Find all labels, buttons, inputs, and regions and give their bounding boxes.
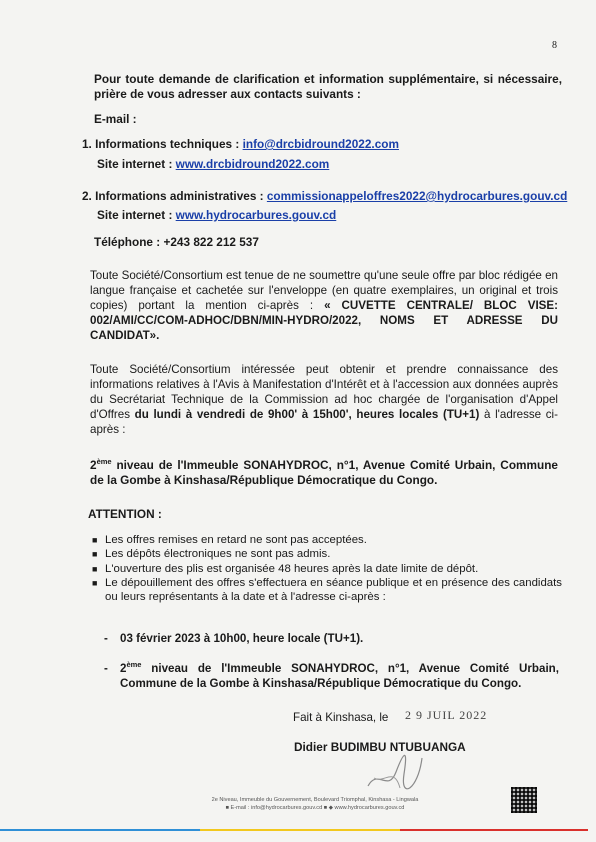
admin-site-line xyxy=(97,208,336,223)
qr-code xyxy=(511,787,537,813)
admin-info-line xyxy=(82,189,567,204)
information-text: Toute Société/Consortium intéressée peut obtenir et prendre connaissance des informations relatives à l'Avis à Manifestation d'Intérêt et à l'accession aux données auprès du Secrétariat Technique de la Commission ad hoc chargée de l'organisation d'Appel d'Offres xyxy=(90,363,558,421)
intro-paragraph: Pour toute demande de clarification et information supplémentaire, si nécessaire, prière de vous adresser aux contacts suivants : xyxy=(94,72,562,101)
list-item: ■ Le dépouillement des offres s'effectuera en séance publique et en présence des candidats ou leurs représentants à la date et à l'adresse ci-après : xyxy=(92,576,562,604)
information-hours: du lundi à vendredi de 9h00' à 15h00', heures locales (TU+1) xyxy=(134,408,480,421)
address-superscript: ème xyxy=(96,457,112,466)
address-text: niveau de l'Immeuble SONAHYDROC, n°1, Avenue Comité Urbain, Commune de la Gombe à Kinshasa/République Démocratique du Congo. xyxy=(90,458,558,487)
submission-text: Toute Société/Consortium est tenue de ne soumettre qu'une seule offre par bloc rédigée en langue française et cachetée sur l'enveloppe (en quatre exemplaires, un original et trois copies) portant la mention ci-après : xyxy=(90,269,558,312)
address-number: 2 xyxy=(90,458,97,472)
footer-address: 2e Niveau, Immeuble du Gouvernement, Boulevard Triomphal, Kinshasa - Lingwala xyxy=(211,797,419,803)
email-label: E-mail : xyxy=(94,112,137,126)
admin-email-link[interactable]: commissionappeloffres2022@hydrocarbures.gouv.cd xyxy=(266,189,568,203)
dash-icon: - xyxy=(104,632,108,645)
list-item: ■ L'ouverture des plis est organisée 48 heures après la date limite de dépôt. xyxy=(92,562,479,575)
bullet-icon: ■ xyxy=(92,577,98,588)
footer-stripe-yellow xyxy=(200,829,400,831)
page-number: 8 xyxy=(552,40,557,51)
submission-paragraph xyxy=(90,268,558,343)
dash-item-date: - 03 février 2023 à 10h00, heure locale (TU+1). xyxy=(104,632,364,645)
date-stamp: 2 9 JUIL 2022 xyxy=(405,708,488,722)
list-item: ■ Les dépôts électroniques ne sont pas admis. xyxy=(92,548,331,561)
signature xyxy=(360,738,430,798)
bullet-icon: ■ xyxy=(92,549,98,560)
submission-mention: « CUVETTE CENTRALE/ BLOC VISE: 002/AMI/CC/COM-ADHOC/DBN/MIN-HYDRO/2022, NOMS ET ADRESSE DU CANDIDAT». xyxy=(90,299,558,342)
attention-heading: ATTENTION : xyxy=(88,507,162,521)
dash-icon: - xyxy=(104,662,108,675)
attention-list xyxy=(92,533,562,604)
footer-stripe-blue xyxy=(0,829,200,831)
address-paragraph xyxy=(90,458,558,488)
admin-site-link[interactable]: www.hydrocarbures.gouv.cd xyxy=(175,208,337,222)
signatory-name: Didier BUDIMBU NTUBUANGA xyxy=(294,740,466,754)
bullet-icon: ■ xyxy=(92,535,98,545)
footer-stripe-red xyxy=(400,829,588,831)
technical-info-label: 1. Informations techniques : xyxy=(82,137,243,151)
admin-info-label: 2. Informations administratives : xyxy=(82,189,267,203)
technical-site-line xyxy=(97,157,329,172)
place-date-label: Fait à Kinshasa, le xyxy=(293,711,389,724)
site-label: Site internet : xyxy=(97,208,176,222)
site-label: Site internet : xyxy=(97,157,176,171)
list-item: ■ Les offres remises en retard ne sont pas acceptées. xyxy=(92,534,367,546)
information-end: à l'adresse ci-après : xyxy=(90,408,558,436)
telephone: Téléphone : +243 822 212 537 xyxy=(94,235,259,249)
bullet-icon: ■ xyxy=(92,563,98,574)
technical-info-line xyxy=(82,137,399,152)
footer-contacts: ■ E-mail : info@hydrocarbures.gouv.cd ■ ◆ www.hydrocarbures.gouv.cd xyxy=(225,805,405,811)
technical-site-link[interactable]: www.drcbidround2022.com xyxy=(175,157,330,171)
technical-email-link[interactable]: info@drcbidround2022.com xyxy=(242,137,399,151)
information-paragraph xyxy=(90,362,558,437)
dash-item-address: - 2ème niveau de l'Immeuble SONAHYDROC, n°1, Avenue Comité Urbain, Commune de la Gombe à Kinshasa/République Démocratique du Congo. xyxy=(104,660,559,690)
